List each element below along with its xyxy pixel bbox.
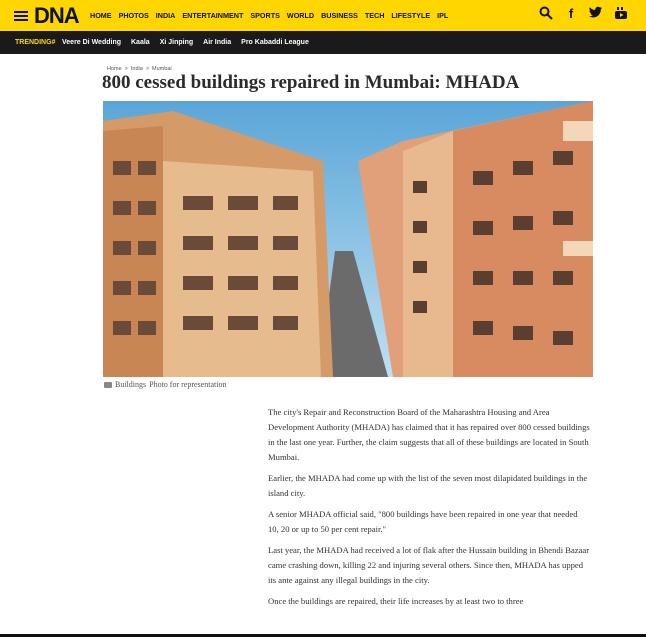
camera-icon — [104, 382, 112, 388]
site-logo[interactable]: DNA — [34, 3, 79, 28]
article-body — [268, 405, 590, 615]
twitter-icon[interactable] — [589, 6, 603, 22]
top-header — [0, 0, 646, 31]
main-nav — [90, 11, 448, 20]
trending-item[interactable]: Xi Jinping — [159, 39, 194, 46]
nav-lifestyle[interactable]: LIFESTYLE — [391, 11, 431, 20]
facebook-icon[interactable]: f — [568, 6, 574, 21]
trending-label: TRENDING# — [15, 39, 56, 46]
breadcrumb-india[interactable]: India — [130, 66, 143, 72]
trending-bar — [0, 31, 646, 54]
caption-tag[interactable]: Buildings — [115, 380, 147, 389]
trending-item[interactable]: Air India — [203, 39, 232, 46]
article-paragraph: The city's Repair and Reconstruction Board of the Maharashtra Housing and Area Development Authority (MHADA) has claimed that it has repaired over 800 cessed buildings in the last one year. Further, the claim suggests that all of these buildings are located in South Mumbai. — [268, 407, 590, 462]
nav-home[interactable]: HOME — [90, 11, 112, 20]
trending-item[interactable]: Kaala — [131, 39, 150, 46]
image-caption — [104, 380, 226, 389]
trending-item[interactable]: Veere Di Wedding — [62, 39, 121, 46]
caption-text: Photo for representation — [149, 380, 227, 389]
article-paragraph: Earlier, the MHADA had come up with the list of the seven most dilapidated buildings in the island city. — [268, 473, 588, 498]
breadcrumb-home[interactable]: Home — [107, 66, 122, 72]
breadcrumb-separator: > — [124, 66, 128, 72]
nav-world[interactable]: WORLD — [286, 11, 315, 20]
menu-icon[interactable] — [14, 11, 28, 21]
header-icons — [539, 6, 628, 22]
trending-item[interactable]: Pro Kabaddi League — [241, 39, 309, 46]
nav-photos[interactable]: PHOTOS — [118, 11, 149, 20]
breadcrumb-mumbai[interactable]: Mumbai — [152, 66, 172, 72]
nav-sports[interactable]: SPORTS — [250, 11, 280, 20]
article-paragraph: Once the buildings are repaired, their life increases by at least two to three — [268, 596, 524, 606]
article-paragraph: Last year, the MHADA had received a lot of flak after the Hussain building in Bhendi Bazaar came crashing down, killing 22 and injuring several others. Since then, MHADA has upped its ante against any illegal buildings in the city. — [268, 545, 590, 585]
youtube-icon[interactable] — [614, 6, 628, 22]
search-icon[interactable] — [539, 6, 553, 22]
nav-entertainment[interactable]: ENTERTAINMENT — [182, 11, 244, 20]
hero-image — [103, 101, 593, 377]
nav-tech[interactable]: TECH — [364, 11, 385, 20]
nav-india[interactable]: INDIA — [155, 11, 176, 20]
article-paragraph: A senior MHADA official said, "800 buildings have been repaired in one year that needed 10, 20 or up to 50 per cent repair." — [268, 509, 578, 534]
nav-business[interactable]: BUSINESS — [321, 11, 358, 20]
page-title: 800 cessed buildings repaired in Mumbai: MHADA — [102, 72, 520, 93]
breadcrumb-separator: > — [145, 66, 150, 72]
trending-items — [62, 39, 309, 46]
nav-ipl[interactable]: IPL — [437, 11, 449, 20]
